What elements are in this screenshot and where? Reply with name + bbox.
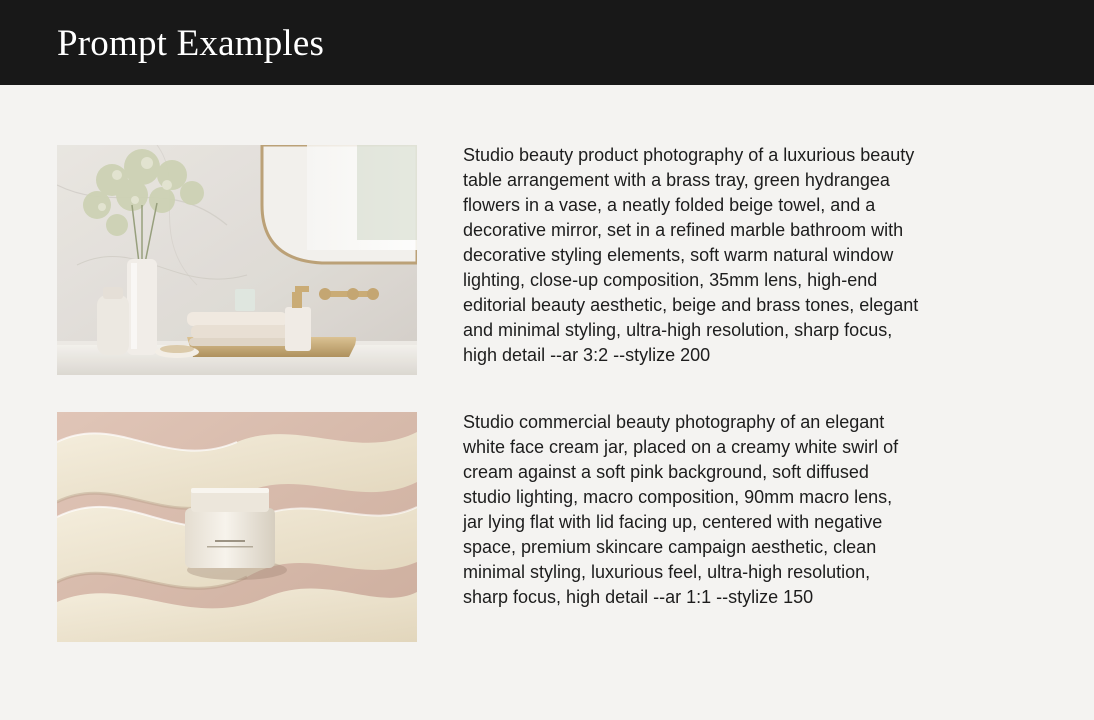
prompt-line: white face cream jar, placed on a creamy white swirl of — [463, 437, 899, 457]
prompt-line: and minimal styling, ultra-high resolution, sharp focus, — [463, 320, 893, 340]
prompt-text — [463, 410, 1003, 610]
bathroom-vanity-illustration — [57, 145, 417, 375]
prompt-line: high detail --ar 3:2 --stylize 200 — [463, 345, 711, 365]
prompt-line: table arrangement with a brass tray, green hydrangea — [463, 170, 890, 190]
prompt-line: Studio commercial beauty photography of an elegant — [463, 412, 885, 432]
prompt-line: studio lighting, macro composition, 90mm macro lens, — [463, 487, 893, 507]
prompt-line: space, premium skincare campaign aesthetic, clean — [463, 537, 877, 557]
prompt-line: minimal styling, luxurious feel, ultra-high resolution, — [463, 562, 871, 582]
prompt-line: cream against a soft pink background, soft diffused — [463, 462, 869, 482]
face-cream-jar-photo — [57, 412, 417, 642]
prompt-line: decorative mirror, set in a refined marble bathroom with — [463, 220, 904, 240]
prompt-line: Studio beauty product photography of a luxurious beauty — [463, 145, 915, 165]
bathroom-vanity-photo — [57, 145, 417, 375]
prompt-line: jar lying flat with lid facing up, centered with negative — [463, 512, 883, 532]
prompt-text — [463, 143, 1003, 368]
prompt-line: flowers in a vase, a neatly folded beige towel, and a — [463, 195, 876, 215]
cream-swirl-illustration — [57, 412, 417, 642]
page-header — [0, 0, 1094, 85]
page-title: Prompt Examples — [57, 23, 325, 64]
prompt-line: lighting, close-up composition, 35mm lens, high-end — [463, 270, 878, 290]
prompt-line: editorial beauty aesthetic, beige and brass tones, elegant — [463, 295, 919, 315]
prompt-line: sharp focus, high detail --ar 1:1 --stylize 150 — [463, 587, 814, 607]
prompt-line: decorative styling elements, soft warm natural window — [463, 245, 894, 265]
